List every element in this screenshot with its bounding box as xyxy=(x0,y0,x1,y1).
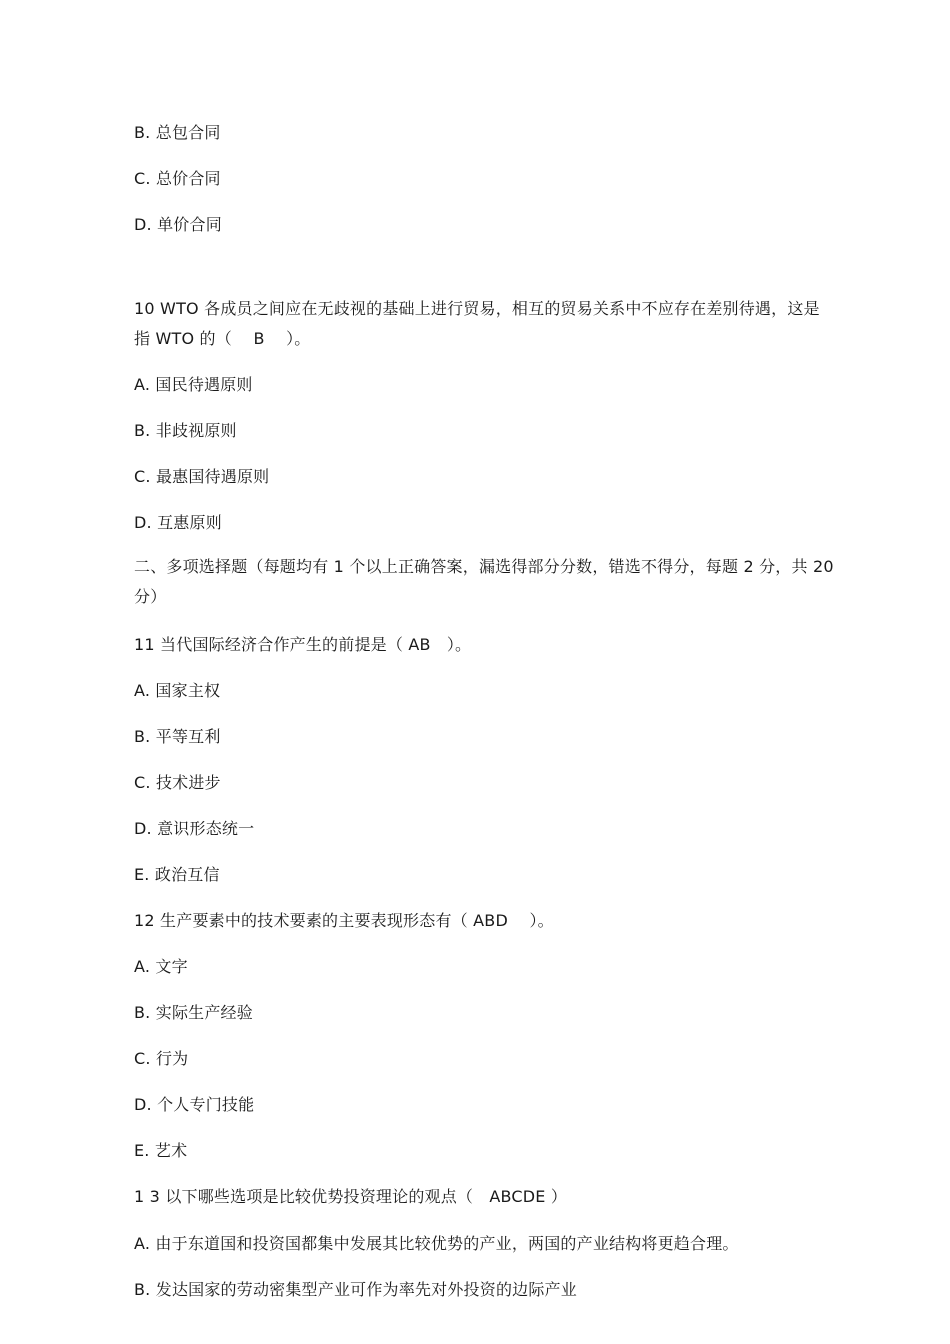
q13-stem: 1 3 以下哪些选项是比较优势投资理论的观点（ ABCDE ） xyxy=(134,1187,568,1206)
q11-option-a: A. 国家主权 xyxy=(134,681,221,700)
q10-option-c: C. 最惠国待遇原则 xyxy=(134,467,270,486)
q13-option-b: B. 发达国家的劳动密集型产业可作为率先对外投资的边际产业 xyxy=(134,1280,577,1299)
q13-option-a: A. 由于东道国和投资国都集中发展其比较优势的产业，两国的产业结构将更趋合理。 xyxy=(134,1234,739,1253)
q9-option-d: D. 单价合同 xyxy=(134,215,222,234)
section-heading-multiple-choice: 二、多项选择题（每题均有 1 个以上正确答案，漏选得部分分数，错选不得分，每题 2 分，共 20 分） xyxy=(134,557,834,606)
q12-option-c: C. 行为 xyxy=(134,1049,189,1068)
q11-stem: 11 当代国际经济合作产生的前提是（ AB ）。 xyxy=(134,635,472,654)
q12-option-a: A. 文字 xyxy=(134,957,188,976)
q9-option-c: C. 总价合同 xyxy=(134,169,221,188)
q11-option-e: E. 政治互信 xyxy=(134,865,220,884)
q11-option-d: D. 意识形态统一 xyxy=(134,819,255,838)
q11-option-b: B. 平等互利 xyxy=(134,727,221,746)
q10-option-b: B. 非歧视原则 xyxy=(134,421,237,440)
q12-option-b: B. 实际生产经验 xyxy=(134,1003,253,1022)
q11-option-c: C. 技术进步 xyxy=(134,773,221,792)
q10-option-a: A. 国民待遇原则 xyxy=(134,375,253,394)
q10-option-d: D. 互惠原则 xyxy=(134,513,222,532)
q9-option-b: B. 总包合同 xyxy=(134,123,221,142)
q10-stem: 10 WTO 各成员之间应在无歧视的基础上进行贸易，相互的贸易关系中不应存在差别待遇，这是指 WTO 的（ B ）。 xyxy=(134,299,820,348)
q12-option-e: E. 艺术 xyxy=(134,1141,188,1160)
q12-stem: 12 生产要素中的技术要素的主要表现形态有（ ABD ）。 xyxy=(134,911,554,930)
q12-option-d: D. 个人专门技能 xyxy=(134,1095,255,1114)
